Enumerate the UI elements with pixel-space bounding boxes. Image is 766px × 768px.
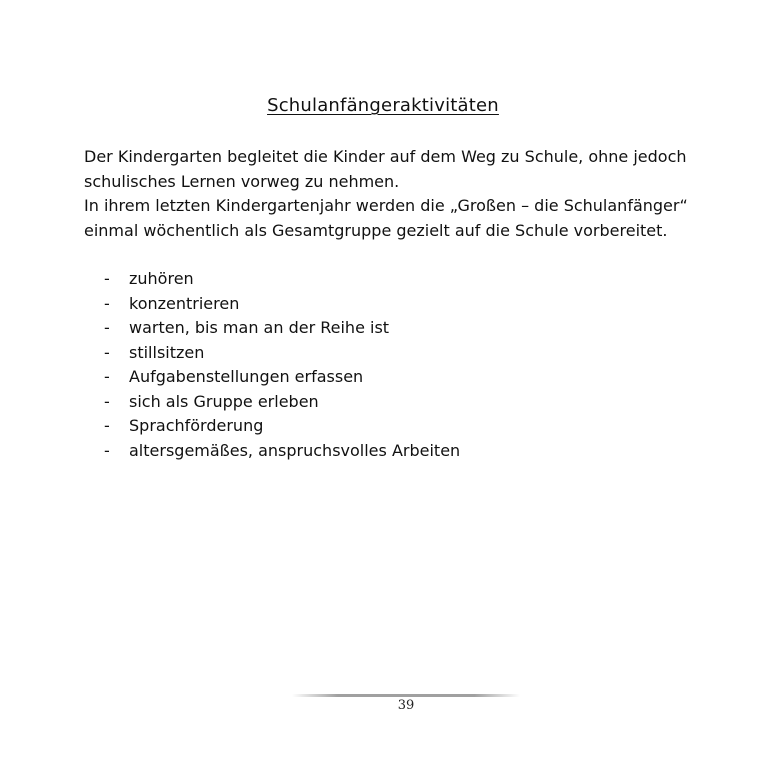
page-title: Schulanfängeraktivitäten	[267, 95, 499, 116]
bullet-dash: -	[104, 318, 110, 337]
intro-paragraph: In ihrem letzten Kindergartenjahr werden die „Großen – die Schulanfänger“ einmal wöchentlich als Gesamtgruppe gezielt auf die Schule vorbereitet.	[84, 196, 688, 240]
list-item	[104, 316, 460, 341]
bullet-dash: -	[104, 367, 110, 386]
list-item-text: sich als Gruppe erleben	[129, 391, 319, 411]
bullet-dash: -	[104, 293, 110, 313]
bullet-dash: -	[104, 391, 110, 411]
page-number: 39	[397, 698, 415, 713]
bullet-dash: -	[104, 416, 110, 435]
list-item	[104, 414, 460, 439]
list-item-text: warten, bis man an der Reihe ist	[129, 318, 390, 337]
list-item-text: stillsitzen	[129, 342, 205, 362]
bullet-dash: -	[104, 440, 110, 460]
list-item	[104, 439, 460, 464]
list-item-text: Aufgabenstellungen erfassen	[129, 367, 364, 386]
intro-paragraph: Der Kindergarten begleitet die Kinder auf dem Weg zu Schule, ohne jedoch schulisches Lernen vorweg zu nehmen.	[84, 147, 687, 191]
activity-list	[104, 267, 460, 463]
footer-divider	[292, 694, 520, 697]
bullet-dash: -	[104, 342, 110, 362]
intro-text	[84, 145, 724, 243]
list-item-text: zuhören	[129, 269, 194, 288]
list-item	[104, 365, 460, 390]
list-item	[104, 292, 460, 317]
list-item-text: konzentrieren	[129, 293, 240, 313]
bullet-dash: -	[104, 269, 110, 288]
list-item	[104, 341, 460, 366]
list-item-text: altersgemäßes, anspruchsvolles Arbeiten	[129, 440, 461, 460]
list-item	[104, 390, 460, 415]
list-item	[104, 267, 460, 292]
list-item-text: Sprachförderung	[129, 416, 264, 435]
